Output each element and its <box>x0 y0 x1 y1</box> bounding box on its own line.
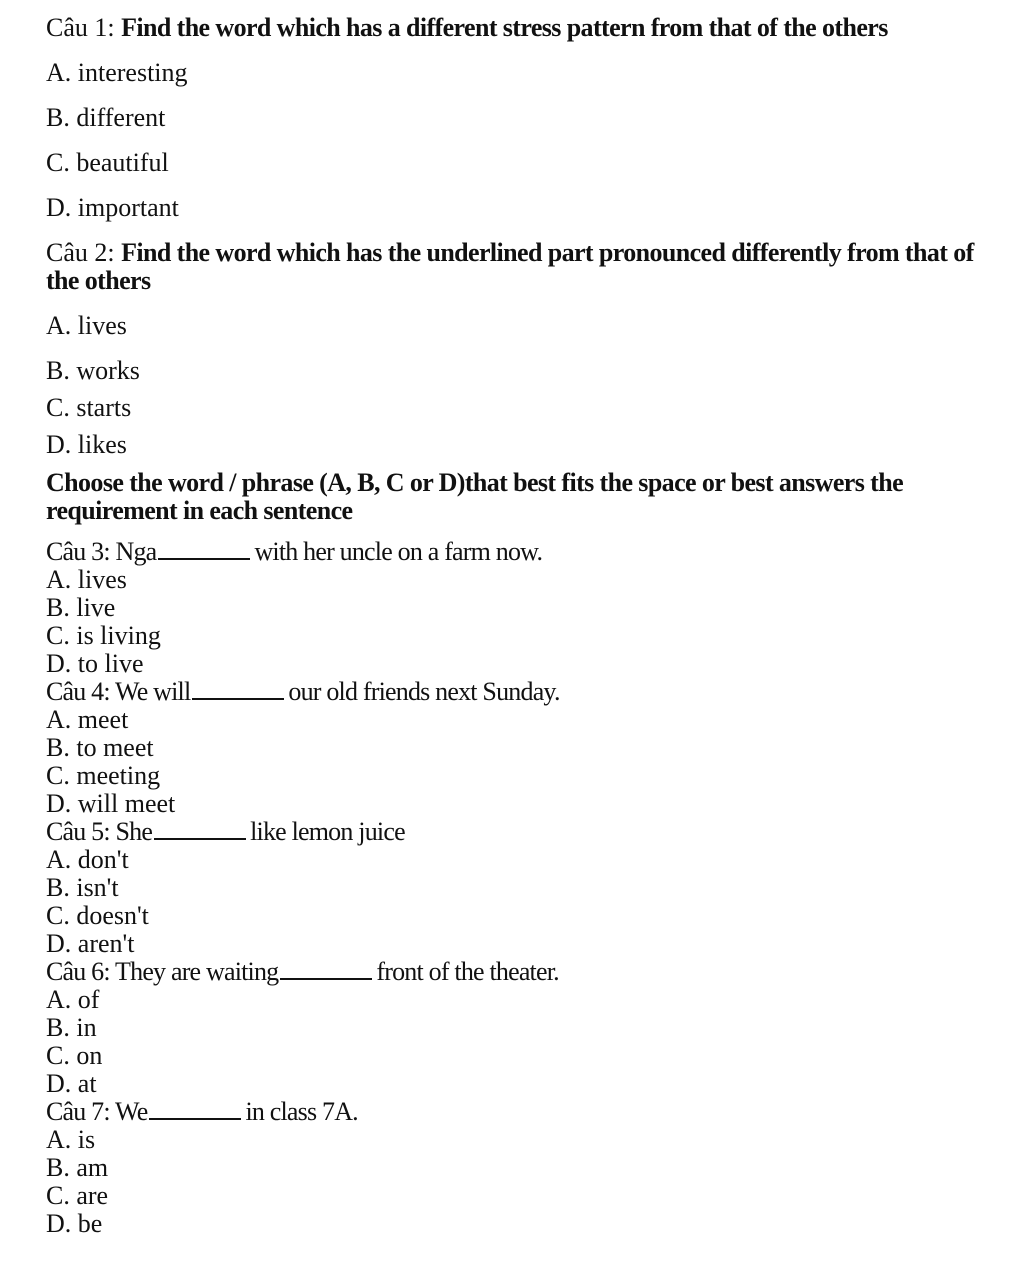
question-6-blank <box>280 958 372 980</box>
question-7-blank <box>149 1098 241 1120</box>
question-6-option-b: B. in <box>46 1013 97 1042</box>
question-5-option-b: B. isn't <box>46 873 119 902</box>
question-3-stem <box>46 538 996 566</box>
question-6-option-a: A. of <box>46 985 100 1014</box>
question-3-option-d: D. to live <box>46 649 144 678</box>
question-1-option-b: B. different <box>46 103 166 132</box>
question-4-option-c: C. meeting <box>46 761 161 790</box>
question-5 <box>46 818 996 958</box>
question-3-suffix: with her uncle on a farm now. <box>254 537 543 566</box>
question-3-option-b: B. live <box>46 593 116 622</box>
question-1-option-d: D. important <box>46 193 179 222</box>
question-5-option-a: A. don't <box>46 845 129 874</box>
question-4-prefix: Câu 4: We will <box>46 677 191 706</box>
question-4-option-d: D. will meet <box>46 789 176 818</box>
question-1-option-a: A. interesting <box>46 58 188 87</box>
question-7-suffix: in class 7A. <box>245 1097 358 1126</box>
question-4-stem <box>46 678 996 706</box>
question-5-blank <box>154 818 246 840</box>
question-1-option-c: C. beautiful <box>46 148 169 177</box>
worksheet <box>46 14 996 1238</box>
question-7-prefix: Câu 7: We <box>46 1097 148 1126</box>
question-2-number: Câu 2: <box>46 238 115 267</box>
question-2-header <box>46 239 996 295</box>
question-5-prefix: Câu 5: She <box>46 817 153 846</box>
question-7-option-c: C. are <box>46 1181 109 1210</box>
question-4-blank <box>192 678 284 700</box>
question-4 <box>46 678 996 818</box>
question-2 <box>46 239 996 459</box>
question-4-option-a: A. meet <box>46 705 129 734</box>
section-instruction: Choose the word / phrase (A, B, C or D)that best fits the space or best answers the requirement in each sentence <box>46 468 904 525</box>
question-5-suffix: like lemon juice <box>250 817 405 846</box>
question-6-stem <box>46 958 996 986</box>
question-3-option-a: A. lives <box>46 565 127 594</box>
question-6-option-c: C. on <box>46 1041 103 1070</box>
question-7-stem <box>46 1098 996 1126</box>
question-2-option-b: B. works <box>46 356 140 385</box>
question-6-option-d: D. at <box>46 1069 97 1098</box>
question-3-prefix: Câu 3: Nga <box>46 537 157 566</box>
question-3-blank <box>158 538 250 560</box>
question-1 <box>46 14 996 222</box>
question-2-option-c: C. starts <box>46 393 132 422</box>
question-2-option-d: D. likes <box>46 430 127 459</box>
question-3 <box>46 538 996 678</box>
question-1-text: Find the word which has a different stress pattern from that of the others <box>121 13 888 42</box>
question-7 <box>46 1098 996 1238</box>
question-6 <box>46 958 996 1098</box>
question-5-option-c: C. doesn't <box>46 901 149 930</box>
question-5-option-d: D. aren't <box>46 929 135 958</box>
question-1-header <box>46 14 996 42</box>
question-4-option-b: B. to meet <box>46 733 154 762</box>
question-4-suffix: our old friends next Sunday. <box>288 677 560 706</box>
question-7-option-b: B. am <box>46 1153 109 1182</box>
question-6-suffix: front of the theater. <box>376 957 559 986</box>
question-2-text: Find the word which has the underlined part pronounced differently from that of the others <box>46 238 974 295</box>
question-7-option-d: D. be <box>46 1209 103 1238</box>
question-3-option-c: C. is living <box>46 621 161 650</box>
question-5-stem <box>46 818 996 846</box>
question-2-option-a: A. lives <box>46 311 127 340</box>
question-7-option-a: A. is <box>46 1125 96 1154</box>
question-6-prefix: Câu 6: They are waiting <box>46 957 279 986</box>
question-1-number: Câu 1: <box>46 13 115 42</box>
